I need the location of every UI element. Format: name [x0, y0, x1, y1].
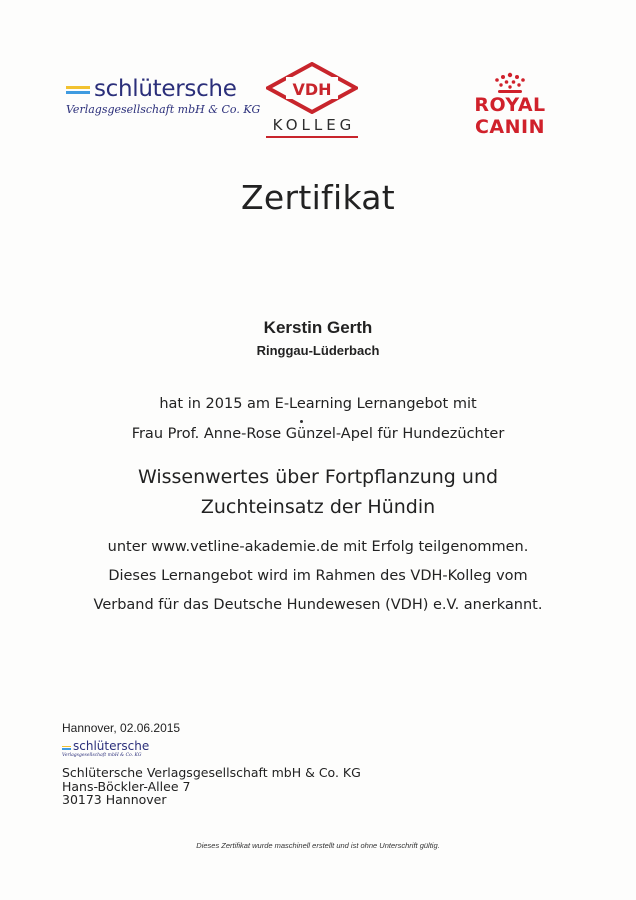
course-intro-line: hat in 2015 am E-Learning Lernangebot mit	[159, 396, 477, 412]
course-instructor-line: Frau Prof. Anne-Rose Günzel-Apel für Hundezüchter	[131, 426, 505, 442]
recipient-name: Kerstin Gerth	[263, 318, 373, 337]
schluetersche-small-bars-icon	[62, 746, 71, 751]
schluetersche-logo-subtitle: Verlagsgesellschaft mbH & Co. KG	[66, 103, 261, 116]
disclaimer: Dieses Zertifikat wurde maschinell erstellt und ist ohne Unterschrift gültig.	[196, 841, 440, 850]
schluetersche-bars-icon	[66, 86, 90, 96]
vdh-kolleg-logo	[262, 62, 362, 138]
address-line-company: Schlütersche Verlagsgesellschaft mbH & Co. KG	[62, 765, 361, 780]
recipient-city: Ringgau-Lüderbach	[256, 343, 380, 358]
place-date: Hannover, 02.06.2015	[62, 721, 181, 735]
vdh-logo-underline	[266, 136, 358, 138]
stray-dot	[300, 420, 303, 423]
royal-canin-logo-text: ROYAL CANIN	[474, 94, 546, 138]
course-topic-line-1: Wissenwertes über Fortpflanzung und	[137, 466, 499, 488]
vdh-logo-label: KOLLEG	[272, 116, 356, 134]
recognition-line-1: Dieses Lernangebot wird im Rahmen des VDH-Kolleg vom	[108, 568, 528, 584]
certificate-title: Zertifikat	[240, 178, 396, 217]
vdh-diamond-icon	[266, 62, 358, 114]
crown-icon	[490, 72, 530, 96]
address-line-city: 30173 Hannover	[62, 792, 167, 807]
completion-line: unter www.vetline-akademie.de mit Erfolg teilgenommen.	[107, 539, 529, 555]
schluetersche-small-logo	[62, 740, 182, 758]
small-logo-name: schlütersche	[73, 739, 150, 753]
small-logo-subtitle: Verlagsgesellschaft mbH & Co. KG	[62, 753, 142, 758]
schluetersche-logo-name: schlütersche	[94, 76, 237, 102]
schluetersche-logo	[66, 76, 266, 116]
publisher-address	[62, 766, 361, 807]
course-topic-line-2: Zuchteinsatz der Hündin	[200, 496, 436, 518]
recognition-line-2: Verband für das Deutsche Hundewesen (VDH) e.V. anerkannt.	[93, 597, 543, 613]
vdh-logo-mark: VDH	[292, 80, 332, 99]
address-line-street: Hans-Böckler-Allee 7	[62, 778, 191, 794]
royal-canin-logo	[440, 72, 580, 138]
